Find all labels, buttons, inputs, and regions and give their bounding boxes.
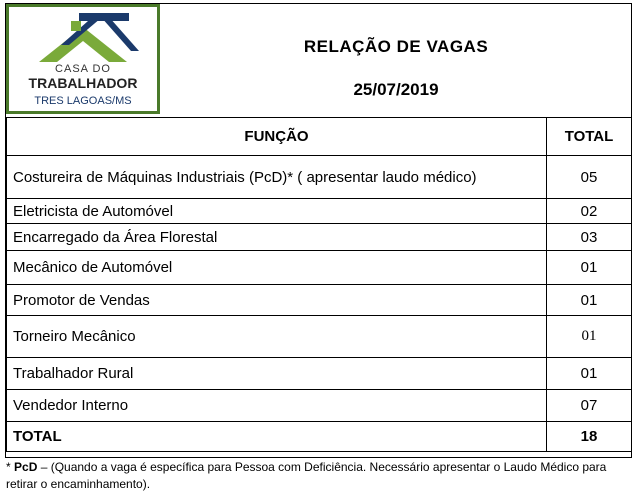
cell-funcao: Costureira de Máquinas Industriais (PcD)* ( apresentar laudo médico): [7, 156, 547, 199]
vacancy-table: [6, 117, 632, 452]
column-header-total: TOTAL: [547, 118, 632, 156]
table-row: [7, 390, 632, 422]
logo-line-1: CASA DO: [55, 63, 111, 75]
cell-funcao: Promotor de Vendas: [7, 285, 547, 316]
table-row: [7, 316, 632, 358]
table-row: [7, 199, 632, 224]
footnote-text: – (Quando a vaga é específica para Pessoa com Deficiência. Necessário apresentar o Laudo Médico para retirar o encaminhamento).: [6, 460, 607, 491]
table-row: [7, 156, 632, 199]
table-row: [7, 224, 632, 251]
cell-funcao: Encarregado da Área Florestal: [7, 224, 547, 251]
cell-total: 05: [547, 156, 632, 199]
total-value: 18: [547, 422, 632, 452]
cell-funcao: Torneiro Mecânico: [7, 316, 547, 358]
cell-total: 03: [547, 224, 632, 251]
cell-total: 01: [547, 285, 632, 316]
table-row: [7, 358, 632, 390]
house-roof-icon: [9, 7, 157, 67]
footnote: [6, 459, 636, 493]
casa-do-trabalhador-logo: [6, 4, 160, 114]
cell-funcao: Eletricista de Automóvel: [7, 199, 547, 224]
column-header-funcao: FUNÇÃO: [7, 118, 547, 156]
footnote-star: *: [6, 460, 15, 474]
table-row: [7, 251, 632, 285]
table-row: [7, 285, 632, 316]
page-date: 25/07/2019: [353, 80, 439, 99]
document-frame: [5, 3, 632, 458]
cell-funcao: Trabalhador Rural: [7, 358, 547, 390]
table-header-row: [7, 118, 632, 156]
cell-total: 07: [547, 390, 632, 422]
cell-total: 01: [547, 251, 632, 285]
cell-funcao: Mecânico de Automóvel: [7, 251, 547, 285]
cell-funcao: Vendedor Interno: [7, 390, 547, 422]
logo-line-2: TRABALHADOR: [28, 75, 138, 91]
total-label: TOTAL: [7, 422, 547, 452]
footnote-pcd: PcD: [14, 460, 38, 474]
logo-line-3: TRES LAGOAS/MS: [34, 95, 132, 107]
page-title: RELAÇÃO DE VAGAS: [303, 37, 489, 56]
header: [6, 4, 631, 118]
cell-total: 02: [547, 199, 632, 224]
cell-total: 01: [547, 358, 632, 390]
table-total-row: [7, 422, 632, 452]
cell-total: 01: [547, 316, 632, 358]
